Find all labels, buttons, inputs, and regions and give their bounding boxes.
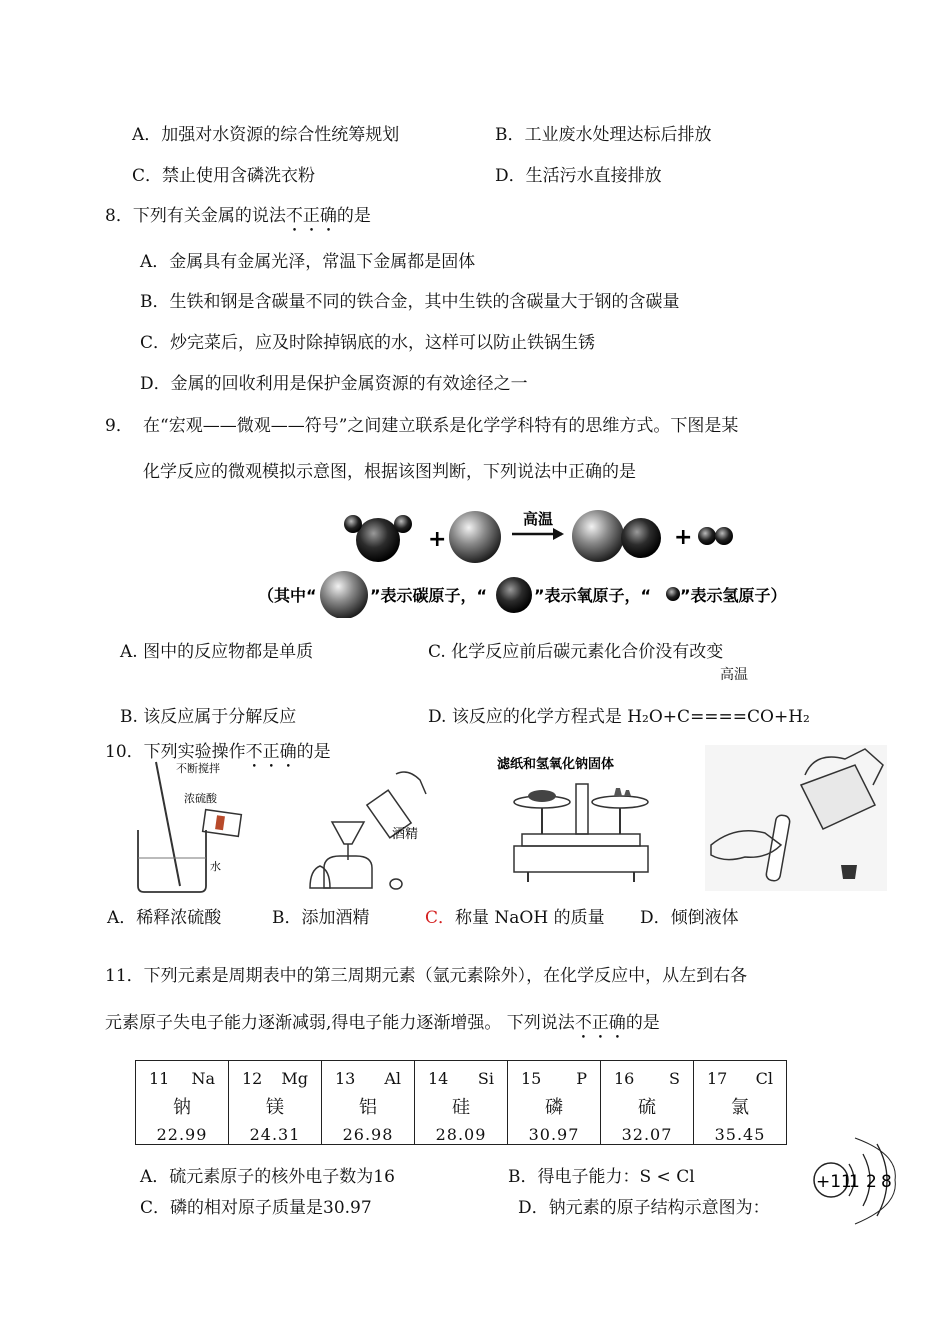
plus-sign: + — [674, 525, 693, 550]
element-cell-si — [415, 1061, 508, 1145]
q7-option-c: C．禁止使用含磷洗衣粉 — [132, 166, 316, 186]
beaker — [138, 830, 206, 892]
weights-icon — [614, 788, 631, 796]
option-c-text: 称量 NaOH 的质量 — [455, 908, 605, 928]
naoh-solid-icon — [528, 790, 556, 802]
pour-liquid-figure — [705, 745, 887, 891]
balance-beam — [522, 834, 640, 846]
q11-stem-post: 的是 — [625, 1013, 660, 1033]
dilute-acid-figure — [128, 758, 248, 898]
equation-condition: 高温 — [720, 667, 748, 683]
q9-stem-line2: 化学反应的微观模拟示意图，根据该图判断，下列说法中正确的是 — [143, 462, 636, 482]
nuclear-charge: +11 — [816, 1172, 852, 1192]
element-name: 硫 — [638, 1097, 656, 1118]
q8-option-c: C．炒完菜后，应及时除掉锅底的水，这样可以防止铁锅生锈 — [140, 333, 596, 353]
q7-option-d: D．生活污水直接排放 — [495, 166, 662, 186]
element-cell-s — [601, 1061, 694, 1145]
glass-rod — [156, 762, 180, 886]
q11-option-d: D．钠元素的原子结构示意图为： — [518, 1198, 770, 1218]
atomic-mass: 35.45 — [714, 1125, 766, 1144]
stopper — [390, 879, 402, 889]
atomic-mass: 28.09 — [435, 1125, 487, 1144]
element-name: 硅 — [452, 1097, 470, 1118]
water-hydrogen-atom — [344, 515, 362, 533]
arrow-condition-label: 高温 — [523, 510, 554, 528]
element-name: 磷 — [545, 1097, 563, 1118]
q10-option-c — [425, 903, 605, 928]
q11-option-b: B．得电子能力：S < Cl — [508, 1167, 695, 1187]
element-symbol: Si — [477, 1069, 494, 1088]
q9-option-c: C. 化学反应前后碳元素化合价没有改变 — [428, 642, 724, 662]
q8-option-d: D．金属的回收利用是保护金属资源的有效途径之一 — [140, 374, 528, 394]
atomic-mass: 24.31 — [249, 1125, 301, 1144]
add-alcohol-figure — [300, 760, 440, 898]
q10-option-a: A．稀释浓硫酸 — [107, 908, 222, 928]
q10-option-b: B．添加酒精 — [272, 908, 370, 928]
q9-stem-line1: 在“宏观——微观——符号”之间建立联系是化学学科特有的思维方式。下图是某 — [143, 416, 739, 436]
element-name: 铝 — [359, 1097, 377, 1118]
q10-option-d: D．倾倒液体 — [640, 908, 739, 928]
atomic-number: 16 — [614, 1069, 635, 1088]
q9-number: 9． — [105, 416, 133, 436]
stir-label: 不断搅拌 — [176, 762, 220, 775]
atomic-number: 15 — [521, 1069, 542, 1088]
atomic-mass: 26.98 — [342, 1125, 394, 1144]
element-symbol: Na — [191, 1069, 215, 1088]
water-hydrogen-atom — [394, 515, 412, 533]
balance-label: 滤纸和氢氧化钠固体 — [497, 757, 615, 772]
q9-option-a: A. 图中的反应物都是单质 — [120, 642, 314, 662]
atomic-number: 12 — [242, 1069, 263, 1088]
arrow-head-icon — [553, 528, 564, 540]
lamp-cap — [310, 866, 330, 888]
q9-option-b: B. 该反应属于分解反应 — [120, 707, 297, 727]
funnel — [332, 822, 364, 844]
q7-option-b: B．工业废水处理达标后排放 — [495, 125, 712, 145]
element-symbol: Mg — [281, 1069, 308, 1088]
element-symbol: P — [576, 1069, 587, 1088]
q11-stem-line2 — [105, 1008, 660, 1043]
element-symbol: S — [669, 1069, 680, 1088]
right-pan — [592, 796, 648, 808]
q8-stem-post: 的是 — [336, 206, 371, 226]
h2-hydrogen-atom — [698, 527, 716, 545]
q11-stem-line1: 11．下列元素是周期表中的第三周期元素（氩元素除外），在化学反应中，从左到右各 — [105, 966, 748, 986]
legend-text-1: （其中“ — [258, 586, 317, 605]
photo-background — [705, 745, 887, 891]
element-cell-na — [136, 1061, 229, 1145]
periodic-table-row — [135, 1060, 787, 1145]
element-symbol: Cl — [755, 1069, 773, 1088]
element-name: 镁 — [266, 1097, 284, 1118]
balance-base — [514, 846, 648, 872]
element-cell-cl — [694, 1061, 787, 1145]
co-carbon-atom — [572, 510, 624, 562]
reaction-diagram — [250, 500, 810, 618]
shell-electrons-3: 8 — [881, 1172, 892, 1192]
q11-option-c: C．磷的相对原子质量是30.97 — [140, 1198, 372, 1218]
hand-outline — [396, 772, 426, 794]
option-c-letter: C． — [425, 908, 456, 928]
atomic-number: 17 — [707, 1069, 728, 1088]
q11-stem-pre: 元素原子失电子能力逐渐减弱,得电子能力逐渐增强。 下列说法 — [105, 1013, 575, 1033]
q8-option-b: B．生铁和钢是含碳量不同的铁合金，其中生铁的含碳量大于钢的含碳量 — [140, 292, 680, 312]
alcohol-lamp — [324, 856, 372, 888]
bottle-stopper — [841, 865, 857, 879]
q10-stem-emphasis: 不正确 — [245, 742, 297, 762]
atomic-mass: 30.97 — [528, 1125, 580, 1144]
sodium-atom-structure-diagram — [805, 1134, 905, 1228]
element-symbol: Al — [384, 1069, 401, 1088]
element-cell-al — [322, 1061, 415, 1145]
atomic-number: 13 — [335, 1069, 356, 1088]
q8-stem-emphasis: 不正确 — [285, 206, 337, 226]
plus-sign: + — [428, 527, 447, 552]
element-cell-p — [508, 1061, 601, 1145]
legend-text-3: ”表示氧原子，“ — [534, 586, 652, 605]
q9-option-d: D. 该反应的化学方程式是 H₂O+C====CO+H₂ — [428, 707, 810, 727]
legend-oxygen-atom — [496, 577, 532, 613]
acid-label: 浓硫酸 — [184, 792, 217, 805]
water-label: 水 — [210, 860, 221, 873]
q11-option-a: A．硫元素原子的核外电子数为16 — [140, 1167, 395, 1187]
legend-carbon-atom — [320, 571, 368, 618]
shell-electrons-2: 2 — [866, 1172, 877, 1192]
element-name: 钠 — [173, 1097, 191, 1118]
h2-hydrogen-atom — [715, 527, 733, 545]
carbon-atom — [449, 511, 501, 563]
element-cell-mg — [229, 1061, 322, 1145]
shell-electrons-1: 1 — [849, 1172, 860, 1192]
q8-stem-pre: 8．下列有关金属的说法 — [105, 206, 286, 226]
legend-text-4: ”表示氢原子） — [680, 586, 787, 605]
q7-option-a: A．加强对水资源的综合性统筹规划 — [132, 125, 400, 145]
q10-stem-post: 的是 — [296, 742, 331, 762]
balance-figure — [492, 752, 662, 894]
legend-text-2: ”表示碳原子，“ — [370, 586, 488, 605]
atomic-number: 11 — [149, 1069, 170, 1088]
legend-hydrogen-atom — [666, 587, 680, 601]
atomic-mass: 22.99 — [156, 1125, 208, 1144]
element-name: 氯 — [731, 1097, 749, 1118]
atomic-mass: 32.07 — [621, 1125, 673, 1144]
q11-stem-emphasis: 不正确 — [574, 1013, 626, 1033]
q10-stem-pre: 10．下列实验操作 — [105, 742, 246, 762]
balance-pointer — [576, 784, 588, 834]
q8-stem — [105, 201, 371, 236]
co-oxygen-atom — [621, 518, 661, 558]
atomic-number: 14 — [428, 1069, 449, 1088]
alcohol-label: 酒精 — [392, 827, 419, 842]
q8-option-a: A．金属具有金属光泽，常温下金属都是固体 — [140, 252, 476, 272]
water-oxygen-atom — [356, 518, 400, 562]
